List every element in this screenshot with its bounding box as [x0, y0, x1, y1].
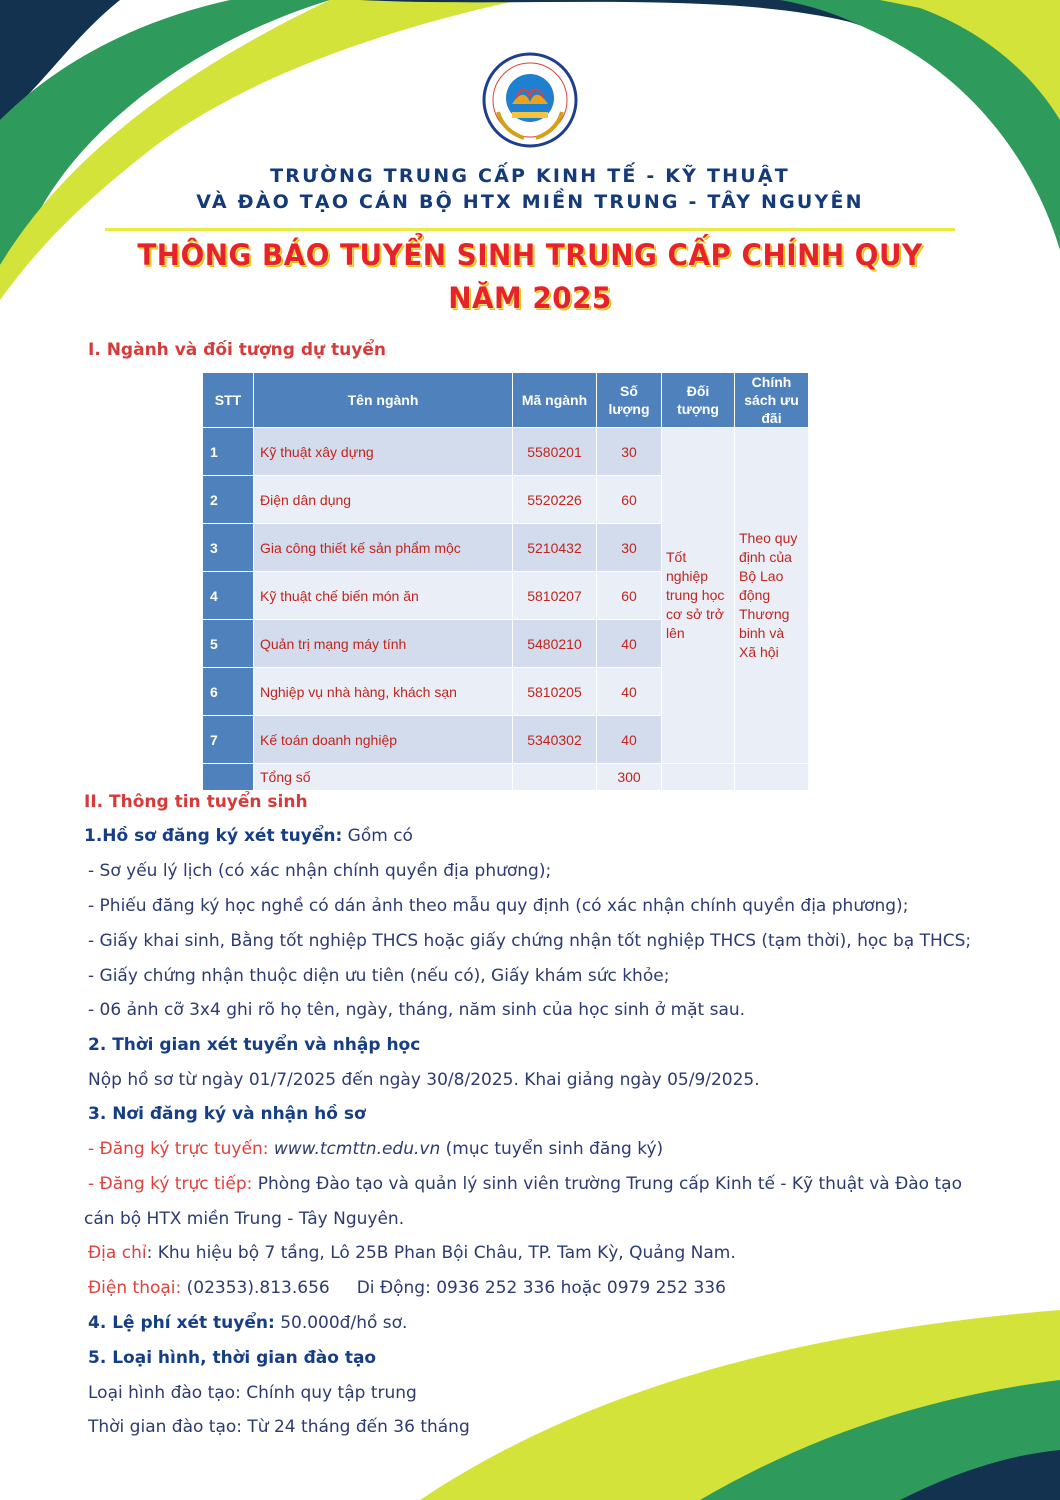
- row-stt: 1: [203, 428, 254, 476]
- notice-year: NĂM 2025: [448, 281, 612, 315]
- doc-item: - Sơ yếu lý lịch (có xác nhận chính quyền địa phương);: [88, 861, 552, 881]
- doc-item: - Phiếu đăng ký học nghề có dán ảnh theo mẫu quy định (có xác nhận chính quyền địa phương);: [88, 896, 909, 916]
- header-qty: Số lượng: [597, 373, 662, 428]
- row-qty: 30: [597, 524, 662, 572]
- section2-heading: II. Thông tin tuyển sinh: [84, 792, 308, 812]
- notice-title: THÔNG BÁO TUYỂN SINH TRUNG CẤP CHÍNH QUY: [137, 238, 923, 272]
- row-stt: 7: [203, 716, 254, 764]
- item4-line: [88, 1313, 407, 1333]
- table-header-row: [203, 373, 809, 428]
- website-link[interactable]: www.tcmttn.edu.vn: [273, 1139, 441, 1159]
- row-code: 5810205: [513, 668, 597, 716]
- direct-label: - Đăng ký trực tiếp:: [88, 1174, 253, 1194]
- row-code: 5580201: [513, 428, 597, 476]
- header-code: Mã ngành: [513, 373, 597, 428]
- item4-value: 50.000đ/hồ sơ.: [274, 1313, 408, 1333]
- row-stt: 2: [203, 476, 254, 524]
- row-name: Kế toán doanh nghiệp: [254, 716, 513, 764]
- target-cell: Tốt nghiệp trung học cơ sở trở lên: [662, 428, 735, 764]
- direct-text: Phòng Đào tạo và quản lý sinh viên trường Trung cấp Kinh tế - Kỹ thuật và Đào tạo: [252, 1174, 962, 1194]
- table-total-row: [203, 764, 809, 791]
- phone-label: Điện thoại:: [88, 1278, 182, 1298]
- row-name: Điện dân dụng: [254, 476, 513, 524]
- doc-item: - Giấy khai sinh, Bằng tốt nghiệp THCS hoặc giấy chứng nhận tốt nghiệp THCS (tạm thời), học bạ THCS;: [88, 931, 972, 951]
- phone-line: [88, 1278, 726, 1298]
- row-name: Quản trị mạng máy tính: [254, 620, 513, 668]
- row-name: Kỹ thuật xây dựng: [254, 428, 513, 476]
- item1-line: [84, 826, 413, 846]
- item5-heading: 5. Loại hình, thời gian đào tạo: [88, 1348, 377, 1368]
- online-label: - Đăng ký trực tuyến:: [88, 1139, 274, 1159]
- row-qty: 60: [597, 572, 662, 620]
- row-code: 5210432: [513, 524, 597, 572]
- address-text: : Khu hiệu bộ 7 tầng, Lô 25B Phan Bội Châu, TP. Tam Kỳ, Quảng Nam.: [146, 1243, 736, 1263]
- row-name: Nghiệp vụ nhà hàng, khách sạn: [254, 668, 513, 716]
- item1-value: Gồm có: [342, 826, 413, 846]
- school-name-line1: TRƯỜNG TRUNG CẤP KINH TẾ - KỸ THUẬT: [270, 165, 790, 187]
- row-code: 5340302: [513, 716, 597, 764]
- row-qty: 40: [597, 668, 662, 716]
- online-registration: [88, 1139, 663, 1159]
- majors-table: [202, 372, 809, 791]
- section1-heading: I. Ngành và đối tượng dự tuyển: [88, 340, 386, 360]
- header-name: Tên ngành: [254, 373, 513, 428]
- header-target: Đối tượng: [662, 373, 735, 428]
- row-qty: 40: [597, 620, 662, 668]
- table-row: [203, 428, 809, 476]
- row-code: 5480210: [513, 620, 597, 668]
- direct-registration: [88, 1174, 962, 1194]
- row-name: Gia công thiết kế sản phẩm mộc: [254, 524, 513, 572]
- header-stt: STT: [203, 373, 254, 428]
- training-duration: Thời gian đào tạo: Từ 24 tháng đến 36 tháng: [88, 1417, 470, 1437]
- school-logo: [482, 52, 578, 148]
- address-line: [88, 1243, 736, 1263]
- row-code: 5520226: [513, 476, 597, 524]
- online-note: (mục tuyển sinh đăng ký): [440, 1139, 664, 1159]
- total-label: Tổng số: [254, 764, 513, 791]
- item4-label: 4. Lệ phí xét tuyển:: [88, 1313, 275, 1333]
- doc-item: - Giấy chứng nhận thuộc diện ưu tiên (nếu có), Giấy khám sức khỏe;: [88, 966, 670, 986]
- school-name-line2: VÀ ĐÀO TẠO CÁN BỘ HTX MIỀN TRUNG - TÂY NGUYÊN: [196, 191, 864, 213]
- item2-heading: 2. Thời gian xét tuyển và nhập học: [88, 1035, 421, 1055]
- training-type: Loại hình đào tạo: Chính quy tập trung: [88, 1383, 417, 1403]
- row-stt: 4: [203, 572, 254, 620]
- row-qty: 60: [597, 476, 662, 524]
- item2-text: Nộp hồ sơ từ ngày 01/7/2025 đến ngày 30/8/2025. Khai giảng ngày 05/9/2025.: [88, 1070, 760, 1090]
- policy-cell: Theo quy định của Bộ Lao động Thương binh và Xã hội: [735, 428, 809, 764]
- row-qty: 30: [597, 428, 662, 476]
- row-name: Kỹ thuật chế biến món ăn: [254, 572, 513, 620]
- header-divider: [105, 228, 955, 231]
- total-value: 300: [597, 764, 662, 791]
- direct-text-cont: cán bộ HTX miền Trung - Tây Nguyên.: [84, 1209, 405, 1229]
- item1-label: 1.Hồ sơ đăng ký xét tuyển:: [84, 826, 343, 846]
- row-stt: 5: [203, 620, 254, 668]
- address-label: Địa chỉ: [88, 1243, 147, 1263]
- item3-heading: 3. Nơi đăng ký và nhận hồ sơ: [88, 1104, 366, 1124]
- header-policy: Chính sách ưu đãi: [735, 373, 809, 428]
- row-code: 5810207: [513, 572, 597, 620]
- doc-item: - 06 ảnh cỡ 3x4 ghi rõ họ tên, ngày, tháng, năm sinh của học sinh ở mặt sau.: [88, 1000, 746, 1020]
- row-stt: 3: [203, 524, 254, 572]
- phone-text: (02353).813.656 Di Động: 0936 252 336 hoặc 0979 252 336: [181, 1278, 726, 1298]
- row-qty: 40: [597, 716, 662, 764]
- row-stt: 6: [203, 668, 254, 716]
